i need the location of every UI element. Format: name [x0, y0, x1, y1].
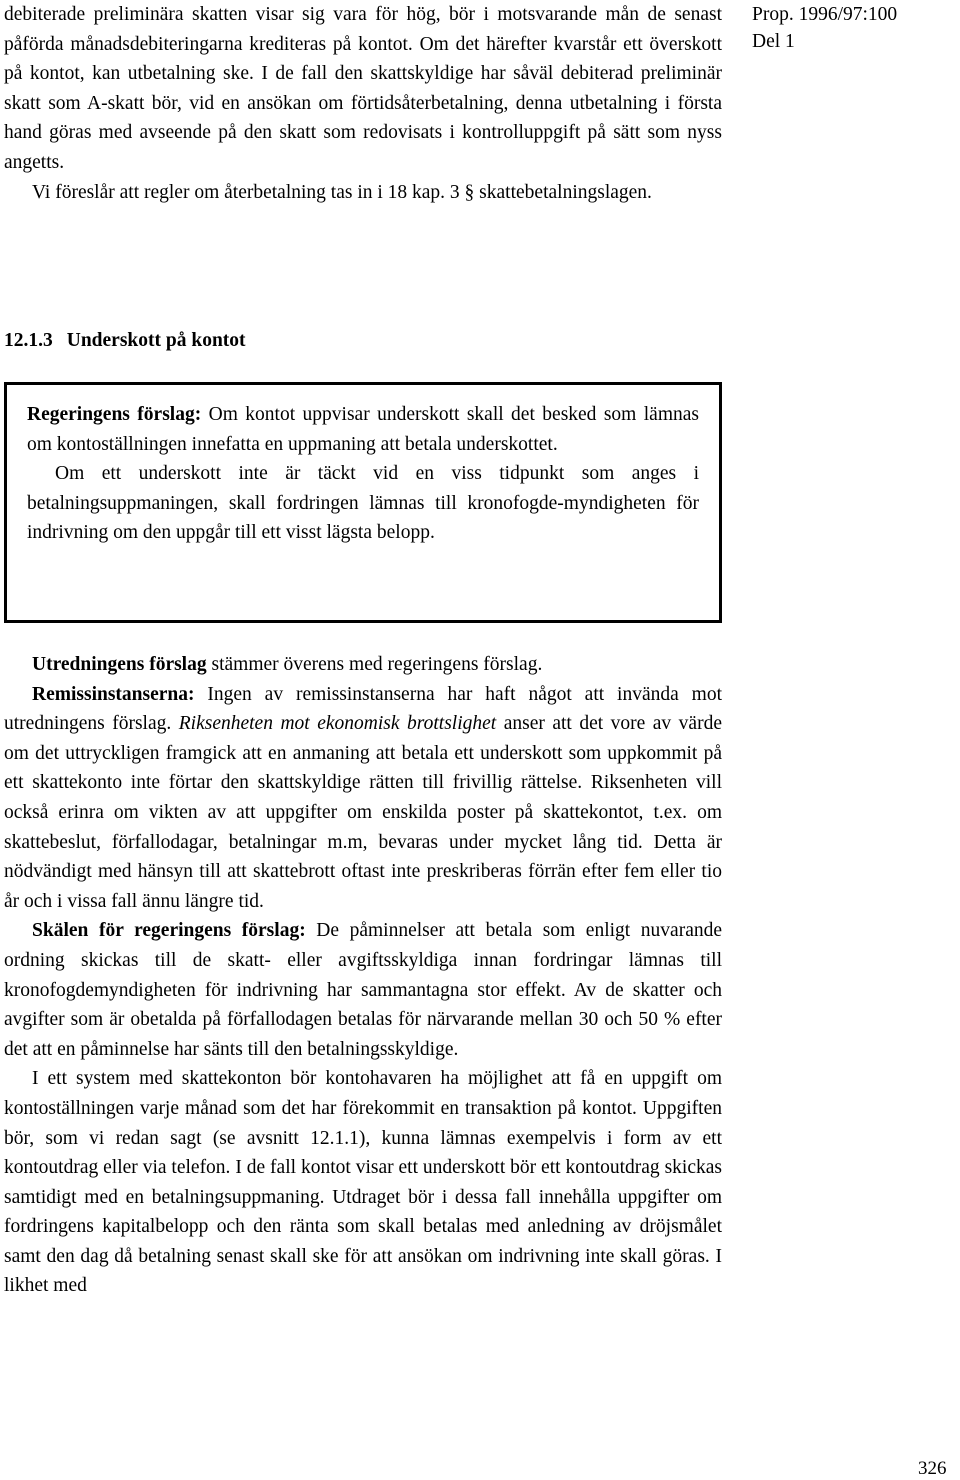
paragraph: debiterade preliminära skatten visar sig vara för hög, bör i motsvarande mån de senast påförda månadsdebiteringarna krediteras på kontot. Om det härefter kvarstår ett överskott på kontot, kan utbetalning ske. I de fall den skattskyldige har såväl debiterad preliminär skatt som A-skatt bör, vid en ansökan om förtidsåterbetalning, denna utbetalning i första hand göras med avseende på den skatt som redovisats i kontrolluppgift på sätt som nyss angetts. [4, 4, 722, 173]
volume-label: Del 1 [752, 31, 795, 52]
section-number: 12.1.3 [4, 330, 53, 351]
paragraph [4, 680, 722, 917]
paragraph-text: Ingen av remissinstanserna har haft något att invända mot utredningens förslag. [4, 683, 722, 735]
document-reference [752, 1, 897, 55]
paragraph: Om ett underskott inte är täckt vid en viss tidpunkt som anges i betalningsuppmaningen, skall fordringen lämnas till kronofogde-myndigheten för indrivning om den uppgår till ett visst lägsta belopp. [27, 463, 699, 544]
proposal-text: Om kontot uppvisar underskott skall det besked som lämnas om kontoställningen innefatta en uppmaning att betala underskottet. [27, 404, 699, 455]
paragraph [4, 916, 722, 1064]
proposal-box [4, 382, 722, 623]
paragraph-text: De påminnelser att betala som enligt nuvarande ordning skickas till de skatt- eller avgiftsskyldiga innan fordringar lämnas till kronofogdemyndigheten för indrivning har sammantagna stor effekt. Av de skatter och avgifter som är obetalda på förfallodagen betalas för närvarande mellan 30 och 50 % efter det att en påminnelse har sänts till den betalningsskyldige. [4, 920, 723, 1060]
body-text-top [4, 0, 722, 207]
inline-heading: Remissinstanserna: [32, 683, 195, 705]
inline-heading: Utredningens förslag [32, 654, 207, 675]
paragraph-text: stämmer överens med regeringens förslag. [206, 654, 543, 675]
organization-name: Riksenheten mot ekonomisk brottslighet [178, 713, 497, 735]
proposition-number: Prop. 1996/97:100 [752, 4, 898, 25]
paragraph [4, 650, 722, 680]
section-title: Underskott på kontot [66, 330, 246, 351]
paragraph-text: anser att det vore av värde om det uttryckligen framgick att en anmaning att betala ett underskott som uppkommit på ett skattekonto inte förtar den skattskyldige rätten till frivillig rättelse. Riksenheten vill också erinra om vikten av att uppgifter om enskilda poster på skattekontot, t.ex. om skattebeslut, förfallodagar, betalningar m.m, bevaras under mycket lång tid. Detta är nödvändigt med hänsyn till att skattebrott oftast inte preskriberas förrän efter fem eller tio år och i vissa fall ännu längre tid. [4, 713, 722, 912]
body-text-bottom [4, 650, 722, 1301]
page-number: 326 [918, 1458, 947, 1479]
paragraph: I ett system med skattekonton bör kontohavaren ha möjlighet att få en uppgift om kontoställningen varje månad som det har förekommit en transaktion på kontot. Uppgiften bör, som vi redan sagt (se avsnitt 12.1.1), kunna lämnas exempelvis i form av ett kontoutdrag eller via telefon. I de fall kontot visar ett underskott bör ett kontoutdrag skickas samtidigt med en betalningsuppmaning. Utdraget bör i dessa fall innehålla uppgifter om fordringens kapitalbelopp och den ränta som skall betalas med anledning av dröjsmålet samt den dag då betalning senast skall ske för att ansökan om indrivning inte skall göras. I likhet med [4, 1068, 722, 1297]
paragraph [27, 400, 699, 459]
section-heading [4, 326, 246, 356]
paragraph: Vi föreslår att regler om återbetalning tas in i 18 kap. 3 § skattebetalningslagen. [32, 181, 652, 203]
inline-heading: Skälen för regeringens förslag: [32, 920, 306, 942]
proposal-lead: Regeringens förslag: [27, 404, 202, 425]
